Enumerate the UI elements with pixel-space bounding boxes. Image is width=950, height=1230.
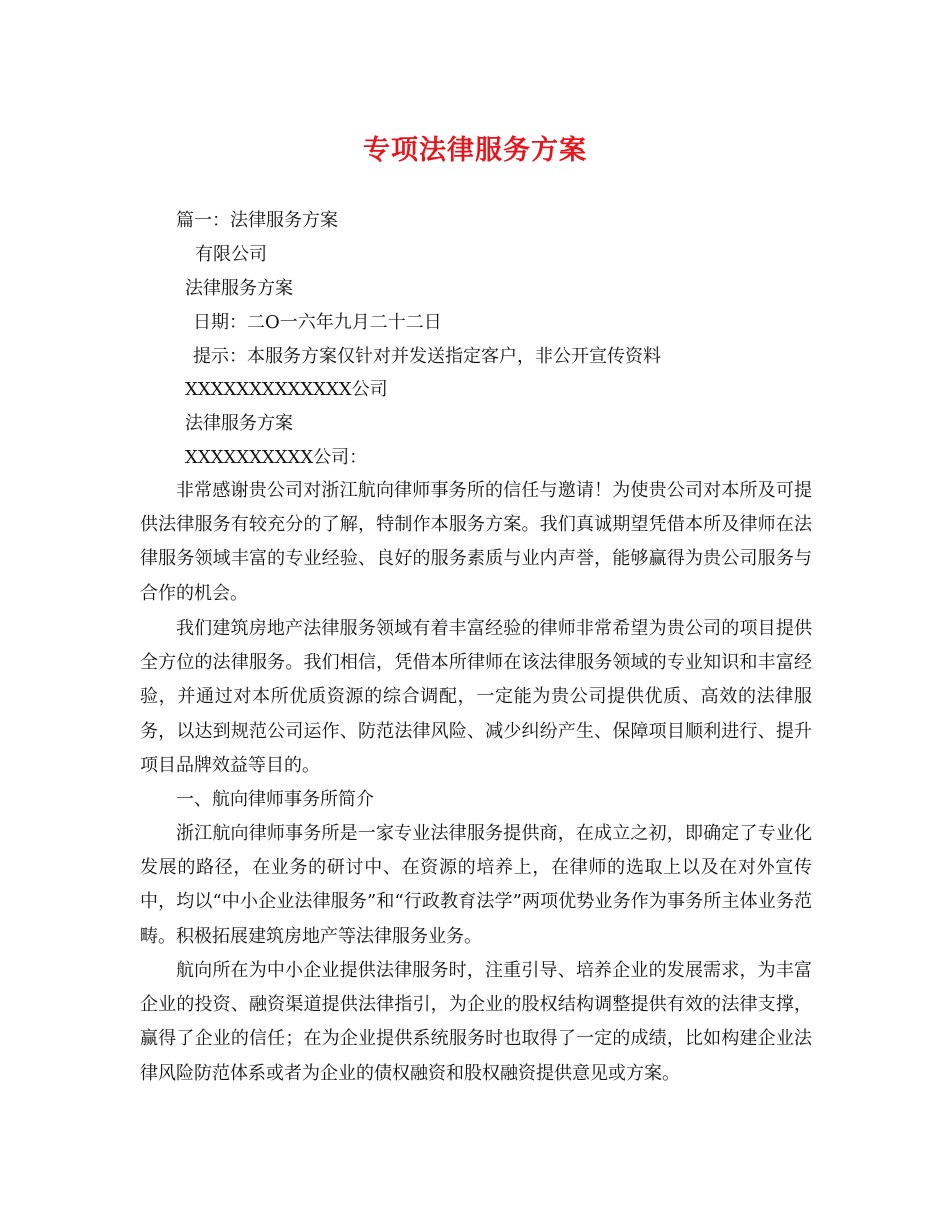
plan-title-line: 法律服务方案 — [185, 278, 293, 299]
paragraph-intro: 非常感谢贵公司对浙江航向律师事务所的信任与邀请！为使贵公司对本所及可提供法律服务有较充分的了解，特制作本服务方案。我们真诚期望凭借本所及律师在法律服务领域丰富的专业经验、良好的服务素质与业内声誉，能够赢得为贵公司服务与合作的机会。 — [140, 480, 812, 604]
salutation-line: XXXXXXXXXX公司： — [185, 447, 368, 468]
plan-title-line-2: 法律服务方案 — [185, 413, 293, 434]
notice-line: 提示：本服务方案仅针对并发送指定客户，非公开宣传资料 — [193, 346, 661, 367]
paragraph-firm-profile: 浙江航向律师事务所是一家专业法律服务提供商，在成立之初，即确定了专业化发展的路径，在业务的研讨中、在资源的培养上，在律师的选取上以及在对外宣传中，均以“中小企业法律服务”和“行政教育法学”两项优势业务作为事务所主体业务范畴。积极拓展建筑房地产等法律服务业务。 — [140, 823, 812, 947]
document-title: 专项法律服务方案 — [363, 135, 587, 166]
company-name-line: XXXXXXXXXXXXX公司 — [185, 379, 388, 400]
paragraph-firm-services: 航向所在为中小企业提供法律服务时，注重引导、培养企业的发展需求，为丰富企业的投资、融资渠道提供法律指引，为企业的股权结构调整提供有效的法律支撑，赢得了企业的信任；在为企业提供系统服务时也取得了一定的成绩，比如构建企业法律风险防范体系或者为企业的债权融资和股权融资提供意见或方案。 — [140, 960, 812, 1084]
date-line: 日期：二O一六年九月二十二日 — [193, 312, 442, 333]
company-line: 有限公司 — [195, 244, 267, 265]
section-heading-intro: 一、航向律师事务所简介 — [176, 789, 374, 810]
section-heading: 篇一：法律服务方案 — [176, 210, 338, 231]
paragraph-services: 我们建筑房地产法律服务领域有着丰富经验的律师非常希望为贵公司的项目提供全方位的法律服务。我们相信，凭借本所律师在该法律服务领域的专业知识和丰富经验，并通过对本所优质资源的综合调配，一定能为贵公司提供优质、高效的法律服务，以达到规范公司运作、防范法律风险、减少纠纷产生、保障项目顺利进行、提升项目品牌效益等目的。 — [140, 618, 812, 776]
